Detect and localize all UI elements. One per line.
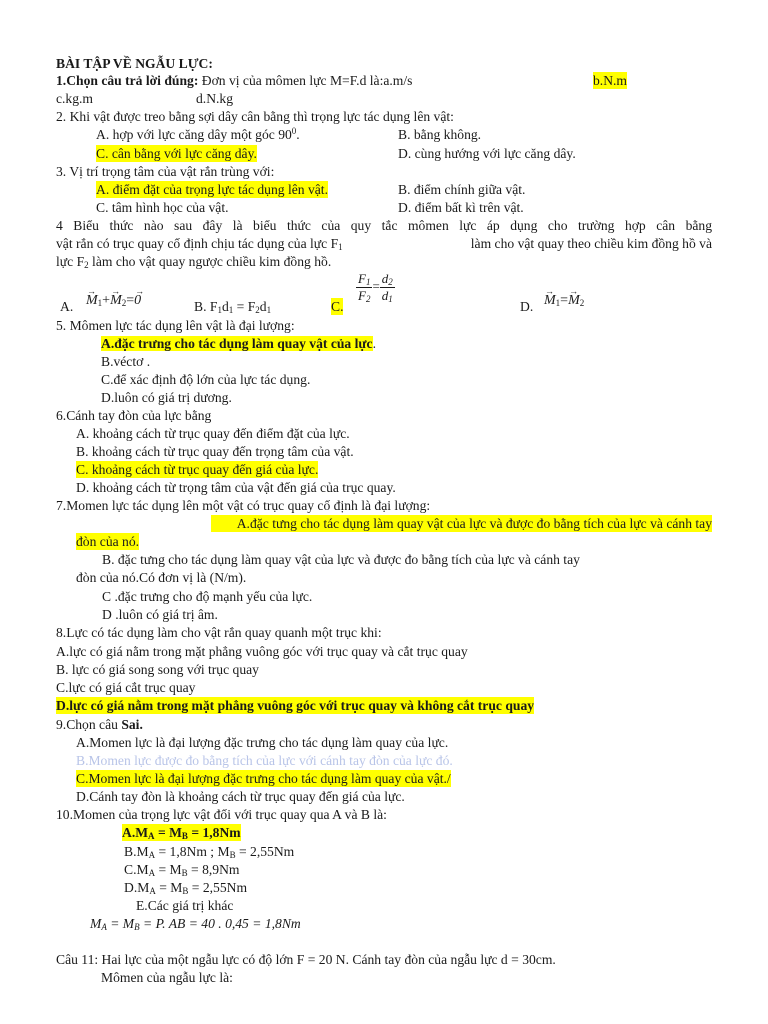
q3-option-b: B. điểm chính giữa vật. xyxy=(398,182,526,197)
q10-c-text: C.M xyxy=(124,862,149,877)
q10-a-text: A.M xyxy=(122,825,149,840)
q6-stem: 6.Cánh tay đòn của lực bằng xyxy=(56,408,212,423)
q4-line3-text: lực F xyxy=(56,254,85,269)
q9-option-c: C.Momen lực là đại lượng đặc trưng cho tác dụng làm quay của vật./ xyxy=(76,771,451,786)
q6-option-d: D. khoảng cách từ trọng tâm của vật đến giá của trục quay. xyxy=(76,480,396,495)
q3-option-a: A. điểm đặt của trọng lực tác dụng lên vật. xyxy=(96,182,328,197)
q11-stem-line2: Mômen của ngẫu lực là: xyxy=(101,970,233,985)
q4-c-f2-sub: 2 xyxy=(365,294,371,304)
q4-option-a-label: A. xyxy=(60,299,74,314)
q10-option-e: E.Các giá trị khác xyxy=(136,898,234,913)
q10-d-sa: A xyxy=(149,886,156,896)
q4-c-num xyxy=(356,271,372,288)
q6-option-b: B. khoảng cách từ trục quay đến trọng tâm của vật. xyxy=(76,444,354,459)
q2-option-a-text: A. hợp với lực căng dây một góc 90 xyxy=(96,127,292,142)
q4-option-d xyxy=(544,292,584,309)
q2-option-a-end: . xyxy=(296,127,300,142)
q10-f-sb: B xyxy=(134,922,140,932)
q2-option-d: D. cùng hướng với lực căng dây. xyxy=(398,146,576,161)
q5-option-b: B.véctơ . xyxy=(101,354,151,369)
q4-c-eq: = xyxy=(372,278,380,294)
q4-a-m2: → M xyxy=(110,292,122,309)
q10-c-mid: = M xyxy=(155,862,182,877)
q4-option-c-label: C. xyxy=(331,299,344,314)
q10-d-text: D.M xyxy=(124,880,150,895)
q4-b-end: d xyxy=(259,299,267,314)
q5-option-a-end: . xyxy=(372,336,376,351)
q4-option-a xyxy=(86,292,141,309)
q4-c-d1: d xyxy=(381,288,389,303)
q4-stem-line2 xyxy=(56,235,712,252)
q4-line3-end: làm cho vật quay ngược chiều kim đồng hồ. xyxy=(88,254,332,269)
q4-b-s4: 1 xyxy=(266,305,272,315)
q4-a-m1: → M xyxy=(86,292,98,309)
q2-option-c: C. cân bằng với lực căng dây. xyxy=(96,146,257,161)
q4-c-frac-f xyxy=(356,271,372,304)
q9-stem-bold: Sai. xyxy=(121,717,143,732)
q4-c-f1-sub: 1 xyxy=(365,277,371,287)
q4-option-b xyxy=(194,298,271,315)
q7-option-d: D .luôn có giá trị âm. xyxy=(102,607,218,622)
q4-c-frac-d xyxy=(380,271,395,304)
q4-c-f2: F xyxy=(358,288,366,303)
q5-option-a xyxy=(101,335,376,352)
q4-d-eq: = xyxy=(560,293,569,308)
q4-c-f1: F xyxy=(358,271,366,286)
q4-c-dnum xyxy=(380,271,395,288)
q7-option-a-line2: đòn của nó. xyxy=(76,534,140,549)
q3-option-c: C. tâm hình học của vật. xyxy=(96,200,229,215)
q4-a-s1: 1 xyxy=(97,298,103,308)
q4-a-eq: = xyxy=(126,293,135,308)
q4-option-d-label: D. xyxy=(520,299,534,314)
q10-a-sb: B xyxy=(181,831,188,841)
q4-c-dden xyxy=(380,288,395,304)
q7-option-a-line1 xyxy=(76,515,712,532)
q10-c-end: = 8,9Nm xyxy=(187,862,240,877)
q7-stem: 7.Momen lực tác dụng lên một vật có trục quay cố định là đại lượng: xyxy=(56,498,431,513)
q10-b-sa: A xyxy=(148,850,156,860)
q11-stem-line1: Câu 11: Hai lực của một ngẫu lực có độ lớn F = 20 N. Cánh tay đòn của ngẫu lực d = 30cm. xyxy=(56,952,556,967)
q5-option-c: C.để xác định độ lớn của lực tác dụng. xyxy=(101,372,311,387)
q4-c-d2-sub: 2 xyxy=(388,277,393,287)
q10-f-sa: A xyxy=(101,922,107,932)
q1-option-b: b.N.m xyxy=(593,73,627,88)
document-title: BÀI TẬP VỀ NGẪU LỰC: xyxy=(56,56,213,71)
q10-f-mid: = M xyxy=(106,916,135,931)
q1-text: Đơn vị của mômen lực M=F.d là:a.m/s xyxy=(198,73,413,88)
q10-option-b xyxy=(124,843,294,860)
q7-option-b-line2: đòn của nó.Có đơn vị là (N/m). xyxy=(76,570,247,585)
q10-a-sa: A xyxy=(148,831,155,841)
q7-option-c: C .đặc trưng cho độ mạnh yếu của lực. xyxy=(102,589,313,604)
q10-f-text: M xyxy=(90,916,102,931)
q10-c-sa: A xyxy=(148,868,156,878)
q4-b-mid: d xyxy=(221,299,229,314)
q4-stem-line3 xyxy=(56,253,331,270)
q4-b-label: B. F xyxy=(194,299,218,314)
q9-stem-text: 9.Chọn câu xyxy=(56,717,122,732)
q9-option-b: B.Momen lực được đo bằng tích của lực với cánh tay đòn của lực đó. xyxy=(76,753,453,768)
q10-d-mid: = M xyxy=(155,880,183,895)
q2-option-a xyxy=(96,126,300,143)
q4-c-d1-sub: 1 xyxy=(388,294,393,304)
q4-b-s1: 1 xyxy=(217,305,222,315)
q10-solution-formula xyxy=(90,915,301,932)
q5-stem: 5. Mômen lực tác dụng lên vật là đại lượng: xyxy=(56,318,295,333)
q10-b-end: = 2,55Nm xyxy=(235,844,295,859)
q10-stem: 10.Momen của trọng lực vật đối với trục quay qua A và B là: xyxy=(56,807,387,822)
q8-option-a: A.lực có giá nằm trong mặt phẳng vuông góc với trục quay và cắt trục quay xyxy=(56,644,468,659)
q10-f-end: = P. AB = 40 . 0,45 = 1,8Nm xyxy=(139,916,301,931)
q9-stem xyxy=(56,716,143,733)
q10-a-end: = 1,8Nm xyxy=(187,825,241,840)
q10-d-end: = 2,55Nm xyxy=(188,880,248,895)
q2-option-a-sup: 0 xyxy=(291,126,297,136)
q4-b-s2: 1 xyxy=(228,305,234,315)
q10-b-mid: = 1,8Nm ; M xyxy=(155,844,230,859)
q7-option-a-text1: A.đặc tưng cho tác dụng làm quay vật của lực và được đo bằng tích của lực và cánh tay xyxy=(211,515,712,532)
q9-option-a: A.Momen lực là đại lượng đặc trưng cho tác dụng làm quay của lực. xyxy=(76,735,449,750)
q6-option-c: C. khoảng cách từ trục quay đến giá của lực. xyxy=(76,462,319,477)
q4-line2-sub: 1 xyxy=(338,242,343,252)
q10-b-text: B.M xyxy=(124,844,149,859)
q6-option-a: A. khoảng cách từ trục quay đến điểm đặt của lực. xyxy=(76,426,350,441)
q4-line2-text: vật rắn có trục quay cố định chịu tác dụng của lực F xyxy=(56,236,339,251)
q4-d-s2: 2 xyxy=(579,298,585,308)
q1-option-c: c.kg.m xyxy=(56,91,93,106)
q4-stem-line1: 4 Biểu thức nào sau đây là biểu thức của quy tắc mômen lực áp dụng cho trường hợp cân bằng xyxy=(56,218,712,233)
q4-d-s1: 1 xyxy=(555,298,561,308)
q4-a-plus: + xyxy=(102,293,111,308)
q10-b-sb: B xyxy=(229,850,236,860)
q4-d-m2: → M xyxy=(568,292,580,309)
q8-option-b: B. lực có giá song song với trục quay xyxy=(56,662,259,677)
q1-stem xyxy=(56,72,412,89)
q4-c-den xyxy=(356,288,372,304)
q2-option-b: B. bằng không. xyxy=(398,127,482,142)
q9-option-d: D.Cánh tay đòn là khoảng cách từ trục quay đến giá của lực. xyxy=(76,789,405,804)
q5-option-d: D.luôn có giá trị dương. xyxy=(101,390,232,405)
q4-b-eq: = F xyxy=(233,299,256,314)
q10-c-sb: B xyxy=(181,868,188,878)
q4-b-s3: 2 xyxy=(255,305,260,315)
q4-line2-b: làm cho vật quay theo chiều kim đồng hồ và xyxy=(470,236,712,251)
q8-option-d: D.lực có giá nằm trong mặt phẳng vuông góc với trục quay và không cắt trục quay xyxy=(56,698,535,713)
q8-stem: 8.Lực có tác dụng làm cho vật rắn quay quanh một trục khi: xyxy=(56,625,382,640)
q4-a-zero: → 0 xyxy=(134,292,141,309)
q8-option-c: C.lực có giá cắt trục quay xyxy=(56,680,196,695)
q10-option-c xyxy=(124,861,240,878)
q7-option-b-line1: B. đặc tưng cho tác dụng làm quay vật của lực và được đo bằng tích của lực và cánh tay xyxy=(102,552,580,567)
q10-a-mid: = M xyxy=(154,825,182,840)
q10-option-d xyxy=(124,879,247,896)
q4-a-s2: 2 xyxy=(121,298,127,308)
q10-option-a xyxy=(122,824,241,841)
q4-d-m1: → M xyxy=(544,292,556,309)
q5-option-a-text: A.đặc trưng cho tác dụng làm quay vật của lực xyxy=(101,336,373,351)
q4-option-c xyxy=(356,271,395,304)
q4-line2-a xyxy=(56,235,343,252)
q1-option-d: d.N.kg xyxy=(196,91,234,106)
q3-option-d: D. điểm bất kì trên vật. xyxy=(398,200,524,215)
q1-lead: 1.Chọn câu trả lời đúng: xyxy=(56,73,199,88)
q4-c-d2: d xyxy=(381,271,389,286)
q10-d-sb: B xyxy=(182,886,189,896)
q4-line3-sub: 2 xyxy=(84,260,89,270)
q2-stem: 2. Khi vật được treo bằng sợi dây cân bằng thì trọng lực tác dụng lên vật: xyxy=(56,109,454,124)
q3-stem: 3. Vị trí trọng tâm của vật rắn trùng với: xyxy=(56,164,275,179)
